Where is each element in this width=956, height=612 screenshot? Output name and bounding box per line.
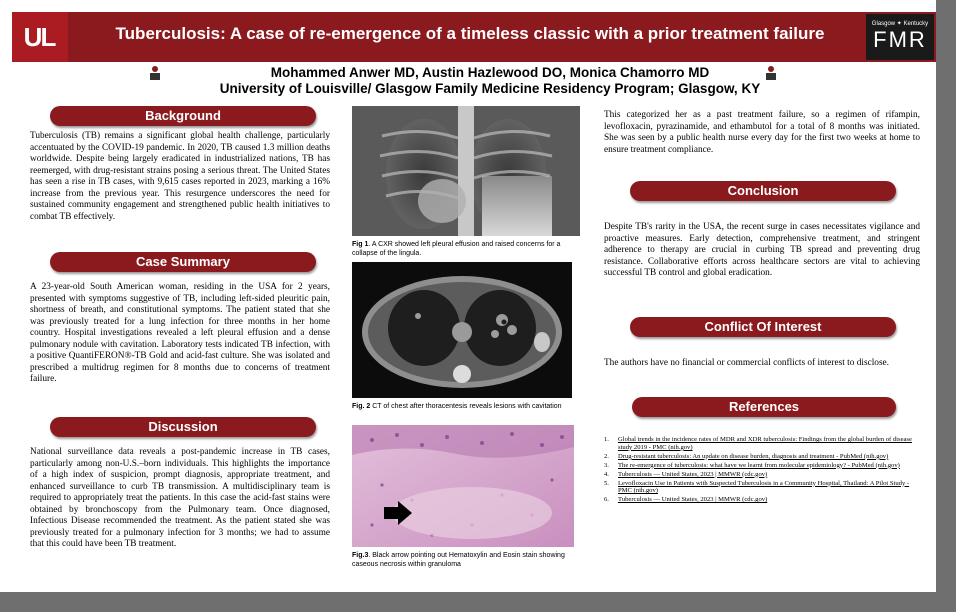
conflict-text: The authors have no financial or commercial conflicts of interest to disclose. — [604, 358, 890, 368]
poster-title: Tuberculosis: A case of re-emergence of a timeless classic with a prior treatment failure — [115, 24, 825, 43]
discussion-text: National surveillance data reveals a post-pandemic increase in TB cases, particularly among non-U.S.–born individuals. This highlights the importance of a high index of suspicion, prompt diagnosis, appropriate treatment, and enhanced surveillance to curb TB transmission. A multidisciplinary team is required to appropriately treat the patients. In this case the acid-fast stains were obtained by bronchoscopy from the Pulmonary team. Once diagnosed, Infectious Disease recommended the treatment. As the patient stated she was previously treated for a pulmonary infection for 3 months; we had to assume that this could have been TB treatment. — [30, 447, 330, 549]
reference-item[interactable]: 1. Global trends in the incidence rates of MDR and XDR tuberculosis: Findings from the global burden of disease study 2019 - PMC (nih.gov) — [604, 436, 912, 451]
uofl-logo: U L — [12, 12, 68, 62]
reference-item[interactable]: 3. The re-emergence of tuberculosis: what have we learnt from molecular epidemiology? - PubMed (nih.gov) — [604, 461, 900, 469]
reference-item[interactable]: 4. Tuberculosis — United States, 2023 | MMWR (cdc.gov) — [604, 470, 768, 478]
references-heading: References — [632, 397, 896, 417]
person-icon — [150, 66, 160, 80]
person-icon — [766, 66, 776, 80]
glasgow-fmr-logo: Glasgow ✦ Kentucky FMR — [866, 14, 934, 60]
chest-xray-image — [352, 106, 580, 236]
conclusion-heading: Conclusion — [630, 181, 896, 201]
fig2-caption: Fig. 2 CT of chest after thoracentesis reveals lesions with cavitation — [352, 403, 562, 410]
case-summary-heading: Case Summary — [50, 252, 316, 272]
fig1-caption: Fig 1. A CXR showed left pleural effusion and raised concerns for a collapse of the lingula. — [352, 241, 561, 257]
background-text: Tuberculosis (TB) remains a significant global health challenge, particularly accentuated by the COVID-19 pandemic. In 2020, TB caused 1.3 million deaths worldwide. Despite being largely eradicated in industrialized nations, TB has reemerged, with drug-resistant strains posing a serious threat. The United States has seen a rise in TB cases, with 9,615 cases reported in 2023, marking a 16% increase from the previous year. This resurgence underscores the need for sustained community engagement and strengthened public health initiatives to combat TB effectively. — [30, 131, 330, 222]
reference-item[interactable]: 5. Levofloxacin Use in Patients with Suspected Tuberculosis in a Community Hospital, Thailand: A Pilot Study - PMC (nih.gov) — [604, 479, 910, 495]
conflict-heading: Conflict Of Interest — [630, 317, 896, 337]
reference-item[interactable]: 2. Drug-resistant tuberculosis: An update on disease burden, diagnosis and treatment - PubMed (nih.gov) — [604, 452, 889, 460]
reference-item[interactable]: 6. Tuberculosis — United States, 2023 | MMWR (cdc.gov) — [604, 496, 768, 504]
fig3-caption: Fig.3. Black arrow pointing out Hematoxylin and Eosin stain showing caseous necrosis within granuloma — [352, 552, 565, 568]
background-heading: Background — [50, 106, 316, 126]
chest-ct-image — [352, 262, 572, 398]
case-summary-text: A 23-year-old South American woman, residing in the USA for 2 years, presented with symptoms suggestive of TB, including left-sided pleuritic pain, shortness of breath, and constitutional symptoms. The patient stated that she was previously treated for a lung infection for three months in her home country. Hospital investigations revealed a left pleural effusion and a dense pulmonary nodule with cavitation. Laboratory tests indicated TB infection, with a positive QuantiFERON®-TB Gold and acid-fast culture. She was isolated and prescribed a multidrug regimen for 8 months due to concerns of treatment failure. — [30, 282, 330, 384]
histology-image — [352, 425, 574, 547]
authors-block — [120, 65, 860, 97]
affiliation: University of Louisville/ Glasgow Family Medicine Residency Program; Glasgow, KY — [219, 81, 761, 96]
continued-text: This categorized her as a past treatment failure, so a regimen of rifampin, levofloxacin, pyrazinamide, and ethambutol for a total of 8 months was initiated. She was seen by a public health nurse every day for the first two weeks at home to ensure treatment compliance. — [604, 110, 920, 155]
author-names: Mohammed Anwer MD, Austin Hazlewood DO, Monica Chamorro MD — [270, 65, 710, 80]
references-list — [604, 436, 920, 505]
conclusion-text: Despite TB's rarity in the USA, the recent surge in cases necessitates vigilance and proactive measures. Early detection, comprehensive treatment, and stringent adherence to therapy are crucial in curbing TB spread and preventing drug resistance. Collaborative efforts across healthcare sectors are vital to achieving successful TB control and global eradication. — [604, 222, 920, 278]
discussion-heading: Discussion — [50, 417, 316, 437]
